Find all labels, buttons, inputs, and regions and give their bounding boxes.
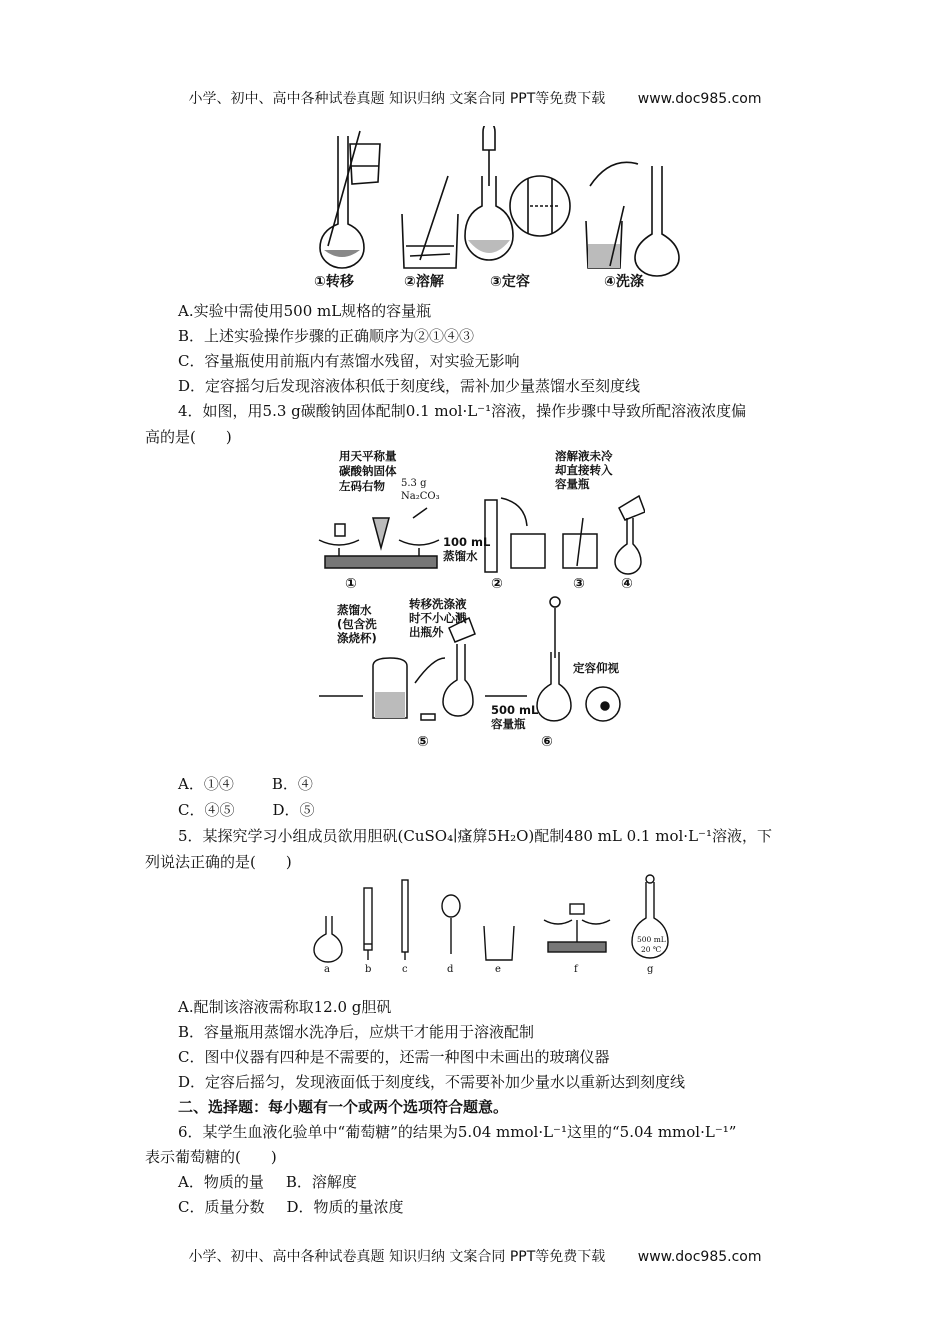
q5-stem-line1: 5．某探究学习小组成员欲用胆矾(CuSO₄∣瘙箳5H₂O)配制480 mL 0.1 mol·L⁻¹溶液，下 bbox=[178, 827, 772, 845]
step-6: ⑥ bbox=[541, 734, 553, 750]
section-2-heading: 二、选择题：每小题有一个或两个选项符合题意。 bbox=[178, 1098, 509, 1116]
q6-options-row1 bbox=[178, 1172, 357, 1192]
caption-wash: ④洗涤 bbox=[604, 274, 644, 290]
label-b: b bbox=[365, 964, 372, 975]
q3-option-c: C．容量瓶使用前瓶内有蒸馏水残留，对实验无影响 bbox=[178, 352, 520, 370]
figure-1-operations bbox=[300, 126, 690, 294]
label-formula: Na₂CO₃ bbox=[401, 491, 440, 502]
figure-3-apparatus bbox=[310, 874, 680, 976]
q5-option-c: C．图中仪器有四种是不需要的，还需一种图中未画出的玻璃仪器 bbox=[178, 1048, 610, 1066]
label-splash-2: 时不小心溅 bbox=[409, 611, 467, 625]
label-flask-2: 容量瓶 bbox=[491, 717, 526, 731]
step-2: ② bbox=[491, 576, 503, 592]
label-c: c bbox=[402, 964, 408, 975]
q4-stem-line2: 高的是( ) bbox=[145, 428, 232, 446]
q3-option-d: D．定容摇匀后发现溶液体积低于刻度线，需补加少量蒸馏水至刻度线 bbox=[178, 377, 641, 395]
page-footer bbox=[0, 1246, 950, 1266]
q5-stem-line2: 列说法正确的是( ) bbox=[145, 853, 292, 871]
footer-text: 小学、初中、高中各种试卷真题 知识归纳 文案合同 PPT等免费下载 bbox=[188, 1249, 606, 1265]
caption-fix-volume: ③定容 bbox=[490, 274, 530, 290]
step-4: ④ bbox=[621, 576, 633, 592]
q4-options-row2 bbox=[178, 800, 315, 820]
label-g: g bbox=[647, 964, 654, 975]
q5-option-d: D．定容后摇匀，发现液面低于刻度线，不需要补加少量水以重新达到刻度线 bbox=[178, 1073, 686, 1091]
q6-option-b: B．溶解度 bbox=[285, 1173, 357, 1191]
label-water-1: 100 mL bbox=[443, 535, 491, 549]
label-not-cooled-1: 溶解液未冷 bbox=[555, 449, 613, 463]
label-wash-2: (包含洗 bbox=[337, 617, 377, 631]
label-balance-3: 左码右物 bbox=[339, 479, 385, 493]
q3-option-a: A.实验中需使用500 mL规格的容量瓶 bbox=[178, 302, 432, 320]
q4-option-a: A．①④ bbox=[178, 775, 234, 793]
label-e: e bbox=[495, 964, 501, 975]
label-look-up: 定容仰视 bbox=[573, 661, 619, 675]
label-d: d bbox=[447, 964, 454, 975]
label-flask-1: 500 mL bbox=[491, 703, 539, 717]
step-3: ③ bbox=[573, 576, 585, 592]
label-wash-3: 涤烧杯) bbox=[337, 631, 377, 645]
label-f: f bbox=[574, 964, 578, 975]
q5-option-b: B．容量瓶用蒸馏水洗净后，应烘干才能用于溶液配制 bbox=[178, 1023, 535, 1041]
q4-options-row1 bbox=[178, 774, 313, 794]
label-balance-1: 用天平称量 bbox=[339, 449, 397, 463]
q3-option-b: B．上述实验操作步骤的正确顺序为②①④③ bbox=[178, 327, 475, 345]
page-header bbox=[0, 88, 950, 108]
header-text: 小学、初中、高中各种试卷真题 知识归纳 文案合同 PPT等免费下载 bbox=[188, 91, 606, 107]
q6-stem-line2: 表示葡萄糖的( ) bbox=[145, 1148, 277, 1166]
flask-volume-text: 500 mL bbox=[637, 935, 666, 944]
q4-stem-line1: 4．如图，用5.3 g碳酸钠固体配制0.1 mol·L⁻¹溶液，操作步骤中导致所配溶液浓度偏 bbox=[178, 402, 747, 420]
caption-dissolve: ②溶解 bbox=[404, 274, 444, 290]
label-water-2: 蒸馏水 bbox=[443, 549, 478, 563]
label-wash-1: 蒸馏水 bbox=[337, 603, 372, 617]
figure-2-errors bbox=[315, 448, 645, 753]
q5-option-a: A.配制该溶液需称取12.0 g胆矾 bbox=[178, 998, 392, 1016]
label-splash-1: 转移洗涤液 bbox=[409, 597, 467, 611]
footer-site: www.doc985.com bbox=[637, 1249, 762, 1265]
q6-option-d: D．物质的量浓度 bbox=[286, 1198, 404, 1216]
q4-option-b: B．④ bbox=[271, 775, 313, 793]
label-mass: 5.3 g bbox=[401, 478, 427, 489]
q6-options-row2 bbox=[178, 1197, 404, 1217]
q4-option-d: D．⑤ bbox=[272, 801, 315, 819]
label-not-cooled-3: 容量瓶 bbox=[555, 477, 590, 491]
label-splash-3: 出瓶外 bbox=[409, 625, 444, 639]
caption-transfer: ①转移 bbox=[314, 274, 354, 290]
q6-stem-line1: 6．某学生血液化验单中“葡萄糖”的结果为5.04 mmol·L⁻¹这里的“5.04 mmol·L⁻¹” bbox=[178, 1123, 737, 1141]
q6-option-a: A．物质的量 bbox=[178, 1173, 264, 1191]
step-1: ① bbox=[345, 576, 357, 592]
header-site: www.doc985.com bbox=[637, 91, 762, 107]
q4-option-c: C．④⑤ bbox=[178, 801, 235, 819]
step-5: ⑤ bbox=[417, 734, 429, 750]
flask-temp-text: 20 ℃ bbox=[641, 945, 662, 954]
label-not-cooled-2: 却直接转入 bbox=[555, 463, 613, 477]
q6-option-c: C．质量分数 bbox=[178, 1198, 265, 1216]
label-balance-2: 碳酸钠固体 bbox=[339, 464, 397, 478]
label-a: a bbox=[324, 964, 330, 975]
